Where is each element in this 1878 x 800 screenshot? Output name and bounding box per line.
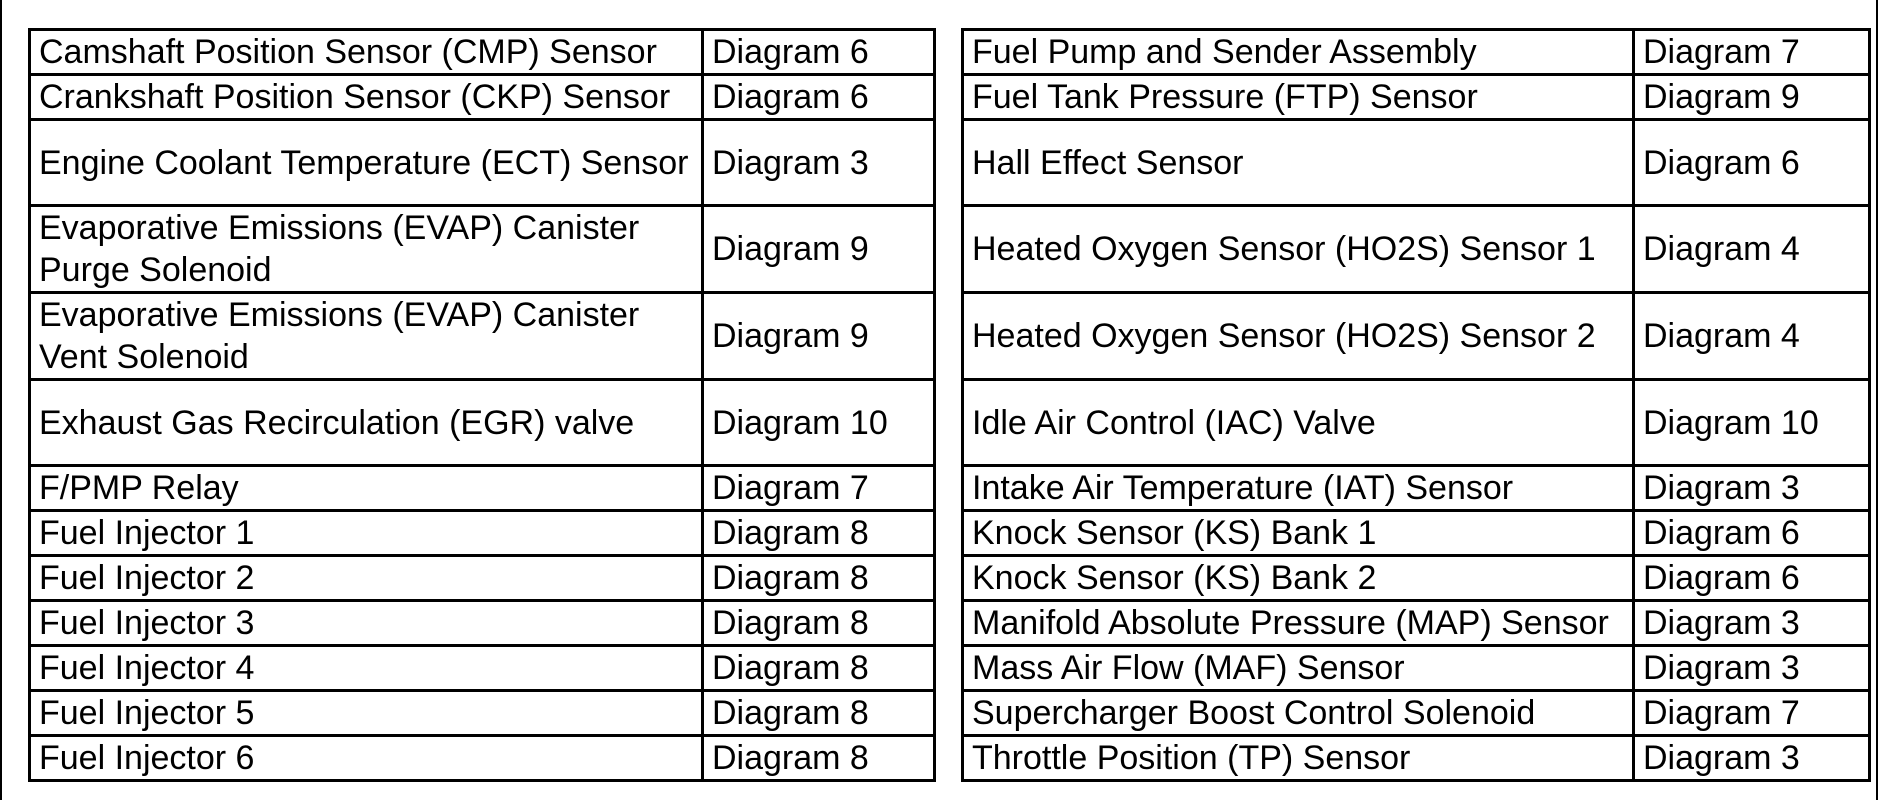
left-diagram-cell: Diagram 3 (703, 120, 935, 206)
right-diagram-cell: Diagram 10 (1634, 380, 1870, 466)
left-component-cell: Evaporative Emissions (EVAP) Canister Vent Solenoid (30, 293, 703, 380)
right-component-cell: Throttle Position (TP) Sensor (963, 736, 1634, 781)
left-diagram-cell: Diagram 9 (703, 293, 935, 380)
left-component-cell: Fuel Injector 4 (30, 646, 703, 691)
left-diagram-cell: Diagram 7 (703, 466, 935, 511)
left-diagram-cell: Diagram 8 (703, 601, 935, 646)
column-gap (935, 556, 963, 601)
left-component-cell: Fuel Injector 1 (30, 511, 703, 556)
right-component-cell: Hall Effect Sensor (963, 120, 1634, 206)
left-component-cell: Engine Coolant Temperature (ECT) Sensor (30, 120, 703, 206)
table-row (30, 120, 1870, 206)
right-component-cell: Idle Air Control (IAC) Valve (963, 380, 1634, 466)
column-gap (935, 466, 963, 511)
left-component-cell: Fuel Injector 5 (30, 691, 703, 736)
right-diagram-cell: Diagram 6 (1634, 511, 1870, 556)
left-diagram-cell: Diagram 9 (703, 206, 935, 293)
column-gap (935, 120, 963, 206)
left-component-cell: Crankshaft Position Sensor (CKP) Sensor (30, 75, 703, 120)
right-component-cell: Knock Sensor (KS) Bank 1 (963, 511, 1634, 556)
right-component-cell: Heated Oxygen Sensor (HO2S) Sensor 2 (963, 293, 1634, 380)
right-component-cell: Heated Oxygen Sensor (HO2S) Sensor 1 (963, 206, 1634, 293)
table-row (30, 466, 1870, 511)
right-component-cell: Mass Air Flow (MAF) Sensor (963, 646, 1634, 691)
column-gap (935, 293, 963, 380)
component-index-container (28, 28, 1871, 782)
left-component-cell: Fuel Injector 3 (30, 601, 703, 646)
component-diagram-index-table (28, 28, 1871, 782)
left-diagram-cell: Diagram 8 (703, 646, 935, 691)
left-component-cell: Evaporative Emissions (EVAP) Canister Purge Solenoid (30, 206, 703, 293)
left-component-cell: Fuel Injector 6 (30, 736, 703, 781)
column-gap (935, 691, 963, 736)
right-component-cell: Fuel Tank Pressure (FTP) Sensor (963, 75, 1634, 120)
column-gap (935, 601, 963, 646)
right-component-cell: Supercharger Boost Control Solenoid (963, 691, 1634, 736)
right-diagram-cell: Diagram 7 (1634, 691, 1870, 736)
right-diagram-cell: Diagram 7 (1634, 30, 1870, 75)
left-component-cell: F/PMP Relay (30, 466, 703, 511)
right-component-cell: Fuel Pump and Sender Assembly (963, 30, 1634, 75)
right-diagram-cell: Diagram 3 (1634, 601, 1870, 646)
table-row (30, 646, 1870, 691)
left-diagram-cell: Diagram 6 (703, 30, 935, 75)
right-diagram-cell: Diagram 6 (1634, 120, 1870, 206)
column-gap (935, 380, 963, 466)
column-gap (935, 206, 963, 293)
right-diagram-cell: Diagram 4 (1634, 206, 1870, 293)
column-gap (935, 511, 963, 556)
table-row (30, 30, 1870, 75)
column-gap (935, 75, 963, 120)
left-diagram-cell: Diagram 8 (703, 736, 935, 781)
right-diagram-cell: Diagram 4 (1634, 293, 1870, 380)
table-row (30, 380, 1870, 466)
column-gap (935, 30, 963, 75)
left-diagram-cell: Diagram 8 (703, 691, 935, 736)
left-diagram-cell: Diagram 10 (703, 380, 935, 466)
left-component-cell: Exhaust Gas Recirculation (EGR) valve (30, 380, 703, 466)
right-component-cell: Knock Sensor (KS) Bank 2 (963, 556, 1634, 601)
table-row (30, 293, 1870, 380)
column-gap (935, 736, 963, 781)
left-component-cell: Fuel Injector 2 (30, 556, 703, 601)
table-row (30, 556, 1870, 601)
table-row (30, 511, 1870, 556)
table-row (30, 601, 1870, 646)
right-diagram-cell: Diagram 3 (1634, 646, 1870, 691)
right-diagram-cell: Diagram 9 (1634, 75, 1870, 120)
right-component-cell: Intake Air Temperature (IAT) Sensor (963, 466, 1634, 511)
right-diagram-cell: Diagram 3 (1634, 466, 1870, 511)
right-diagram-cell: Diagram 6 (1634, 556, 1870, 601)
table-row (30, 206, 1870, 293)
table-row (30, 75, 1870, 120)
right-diagram-cell: Diagram 3 (1634, 736, 1870, 781)
column-gap (935, 646, 963, 691)
left-diagram-cell: Diagram 8 (703, 511, 935, 556)
left-diagram-cell: Diagram 8 (703, 556, 935, 601)
table-row (30, 691, 1870, 736)
left-component-cell: Camshaft Position Sensor (CMP) Sensor (30, 30, 703, 75)
right-component-cell: Manifold Absolute Pressure (MAP) Sensor (963, 601, 1634, 646)
table-row (30, 736, 1870, 781)
left-diagram-cell: Diagram 6 (703, 75, 935, 120)
